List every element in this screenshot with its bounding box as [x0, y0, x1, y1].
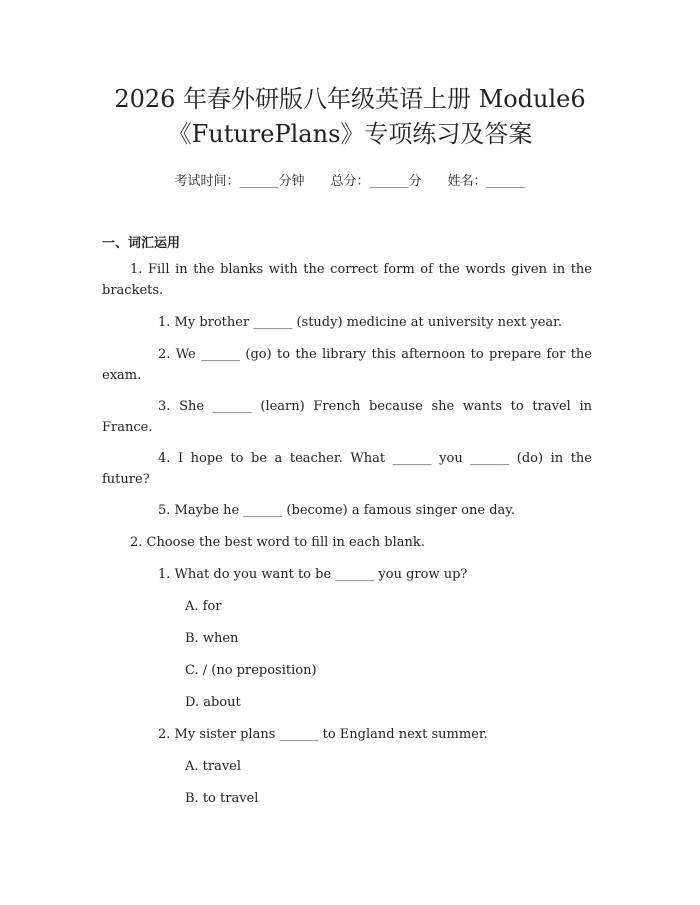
- question-item: 1. What do you want to be ______ you grow up?: [158, 567, 468, 582]
- question-instruction: 2. Choose the best word to fill in each blank.: [130, 535, 425, 550]
- exam-time: 考试时间：______分钟: [174, 174, 305, 189]
- question-item: 4. I hope to be a teacher. What ______ you ______ (do) in the future?: [102, 451, 592, 487]
- option-c: C. / (no preposition): [185, 663, 317, 678]
- exam-score: 总分：______分: [330, 174, 422, 189]
- option-a: A. travel: [185, 759, 242, 774]
- option-b: B. to travel: [185, 791, 259, 806]
- exam-name: 姓名：______: [447, 174, 526, 189]
- document-title-line2: 《FuturePlans》专项练习及答案: [167, 120, 533, 148]
- question-item: 5. Maybe he ______ (become) a famous singer one day.: [158, 503, 516, 518]
- document-title-line1: 2026 年春外研版八年级英语上册 Module6: [114, 85, 586, 113]
- question-item: 2. My sister plans ______ to England next summer.: [158, 727, 488, 742]
- section-heading: 一、词汇运用: [102, 236, 181, 251]
- exam-meta: [0, 170, 700, 189]
- question-item: 3. She ______ (learn) French because she wants to travel in France.: [102, 399, 592, 435]
- option-a: A. for: [185, 599, 222, 614]
- option-d: D. about: [185, 695, 241, 710]
- option-b: B. when: [185, 631, 239, 646]
- question-item: 1. My brother ______ (study) medicine at university next year.: [158, 315, 563, 330]
- question-instruction: 1. Fill in the blanks with the correct form of the words given in the brackets.: [102, 262, 592, 298]
- question-item: 2. We ______ (go) to the library this afternoon to prepare for the exam.: [102, 347, 592, 383]
